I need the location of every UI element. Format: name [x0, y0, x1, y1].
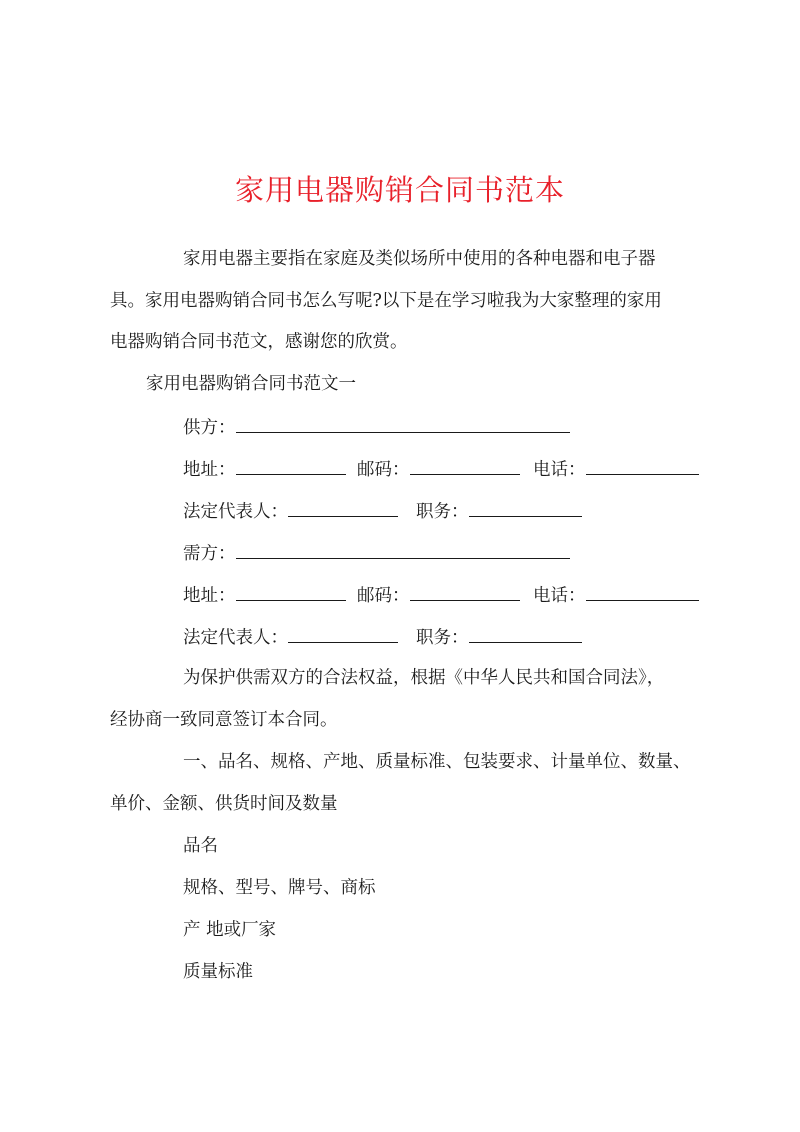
supplier-phone-label: 电话： [533, 460, 586, 480]
buyer-contact-row [183, 582, 346, 608]
buyer-phone-blank[interactable] [586, 582, 699, 601]
supplier-postcode-blank[interactable] [410, 456, 520, 475]
buyer-rep-row [183, 624, 398, 650]
agreement-line-1: 为保护供需双方的合法权益，根据《中华人民共和国合同法》， [183, 668, 665, 688]
supplier-label: 供方： [183, 418, 236, 438]
buyer-postcode-label: 邮码： [357, 586, 410, 606]
supplier-rep-row [183, 498, 398, 524]
buyer-position-row [416, 624, 582, 650]
intro-line-3: 电器购销合同书范文，感谢您的欣赏。 [110, 332, 408, 352]
item-quality: 质量标准 [183, 962, 253, 982]
buyer-postcode-blank[interactable] [410, 582, 520, 601]
buyer-address-blank[interactable] [236, 582, 346, 601]
buyer-position-label: 职务： [416, 628, 469, 648]
buyer-rep-blank[interactable] [288, 624, 398, 643]
supplier-postcode-row [357, 456, 520, 482]
supplier-rep-blank[interactable] [288, 498, 398, 517]
buyer-row [183, 540, 570, 566]
supplier-phone-blank[interactable] [586, 456, 699, 475]
supplier-address-blank[interactable] [236, 456, 346, 475]
supplier-row [183, 414, 570, 440]
item-spec: 规格、型号、牌号、商标 [183, 878, 376, 898]
buyer-postcode-row [357, 582, 520, 608]
clause1-line-2: 单价、金额、供货时间及数量 [110, 794, 338, 814]
supplier-blank[interactable] [236, 414, 570, 433]
supplier-position-label: 职务： [416, 502, 469, 522]
supplier-position-blank[interactable] [469, 498, 582, 517]
agreement-line-2: 经协商一致同意签订本合同。 [110, 710, 338, 730]
supplier-rep-label: 法定代表人： [183, 502, 288, 522]
intro-line-1: 家用电器主要指在家庭及类似场所中使用的各种电器和电子器 [183, 249, 656, 269]
buyer-rep-label: 法定代表人： [183, 628, 288, 648]
buyer-label: 需方： [183, 544, 236, 564]
buyer-phone-label: 电话： [533, 586, 586, 606]
buyer-address-label: 地址： [183, 586, 236, 606]
supplier-phone-row [533, 456, 699, 482]
document-title: 家用电器购销合同书范本 [234, 173, 565, 207]
buyer-position-blank[interactable] [469, 624, 582, 643]
buyer-blank[interactable] [236, 540, 570, 559]
supplier-address-label: 地址： [183, 460, 236, 480]
buyer-phone-row [533, 582, 699, 608]
item-origin: 产 地或厂家 [183, 920, 277, 940]
supplier-position-row [416, 498, 582, 524]
item-name: 品名 [183, 836, 218, 856]
supplier-postcode-label: 邮码： [357, 460, 410, 480]
intro-line-2: 具。家用电器购销合同书怎么写呢?以下是在学习啦我为大家整理的家用 [110, 291, 662, 311]
supplier-contact-row [183, 456, 346, 482]
clause1-line-1: 一、品名、规格、产地、质量标准、包装要求、计量单位、数量、 [183, 752, 691, 772]
section-heading: 家用电器购销合同书范文一 [146, 374, 356, 394]
